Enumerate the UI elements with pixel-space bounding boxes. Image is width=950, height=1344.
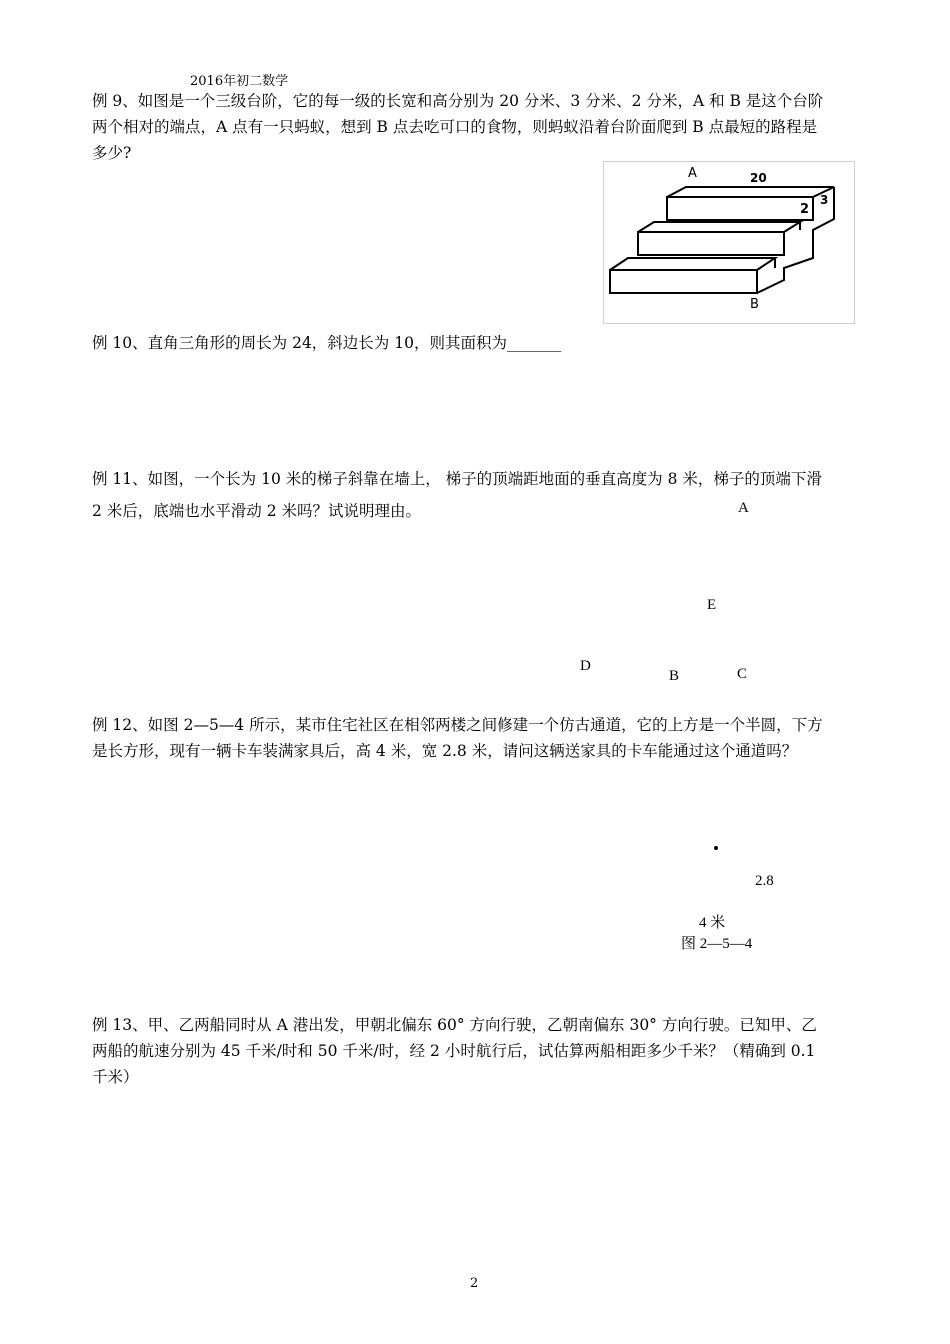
height-label: 2 — [800, 202, 810, 217]
example-11-line-2: 2 米后，底端也水平滑动 2 米吗？试说明理由。 — [92, 502, 422, 520]
example-13-line-3: 千米） — [92, 1068, 139, 1086]
example-13-line-2: 两船的航速分别为 45 千米/时和 50 千米/时，经 2 小时航行后，试估算两船相距多少千米？（精确到 0.1 — [92, 1042, 816, 1060]
staircase-figure — [603, 161, 855, 324]
ladder-point-b: B — [669, 668, 680, 684]
ladder-point-e: E — [707, 597, 717, 613]
figure-dot — [714, 846, 718, 850]
point-b-label: B — [750, 297, 759, 312]
ladder-point-d: D — [580, 658, 591, 674]
ladder-point-c: C — [737, 666, 748, 682]
example-11 — [92, 463, 862, 527]
example-13-line-1: 例 13、甲、乙两船同时从 A 港出发，甲朝北偏东 60° 方向行驶，乙朝南偏东 30° 方向行驶。已知甲、乙 — [92, 1016, 817, 1034]
example-12-line-2: 是长方形，现有一辆卡车装满家具后，高 4 米，宽 2.8 米，请问这辆送家具的卡车能通过这个通道吗？ — [92, 742, 798, 760]
example-13 — [92, 1012, 862, 1090]
length-label: 20 — [750, 171, 767, 185]
staircase-drawing — [604, 162, 854, 323]
example-11-line-1: 例 11、如图，一个长为 10 米的梯子斜靠在墙上， 梯子的顶端距地面的垂直高度为 8 米，梯子的顶端下滑 — [92, 470, 822, 488]
example-10 — [92, 330, 862, 356]
ladder-point-a: A — [738, 500, 749, 516]
tunnel-height-label: 4 米 — [699, 915, 726, 931]
figure-caption: 图 2—5—4 — [681, 936, 753, 952]
width-label: 3 — [820, 193, 829, 207]
page-header: 2016年初二数学 — [190, 74, 289, 89]
example-9-line-3: 多少? — [92, 144, 132, 162]
example-12 — [92, 712, 862, 764]
example-10-text: 例 10、直角三角形的周长为 24，斜边长为 10，则其面积为_______ — [92, 334, 562, 352]
example-9-line-2: 两个相对的端点，A 点有一只蚂蚁，想到 B 点去吃可口的食物，则蚂蚁沿着台阶面爬到 B 点最短的路程是 — [92, 118, 818, 136]
point-a-label: A — [688, 166, 697, 181]
page-number: 2 — [470, 1276, 479, 1291]
example-12-line-1: 例 12、如图 2—5—4 所示，某市住宅社区在相邻两楼之间修建一个仿古通道，它的上方是一个半圆，下方 — [92, 716, 823, 734]
example-9-line-1: 例 9、如图是一个三级台阶，它的每一级的长宽和高分别为 20 分米、3 分米、2 分米，A 和 B 是这个台阶 — [92, 92, 824, 110]
example-9 — [92, 88, 862, 166]
tunnel-width-label: 2.8 — [755, 873, 774, 889]
